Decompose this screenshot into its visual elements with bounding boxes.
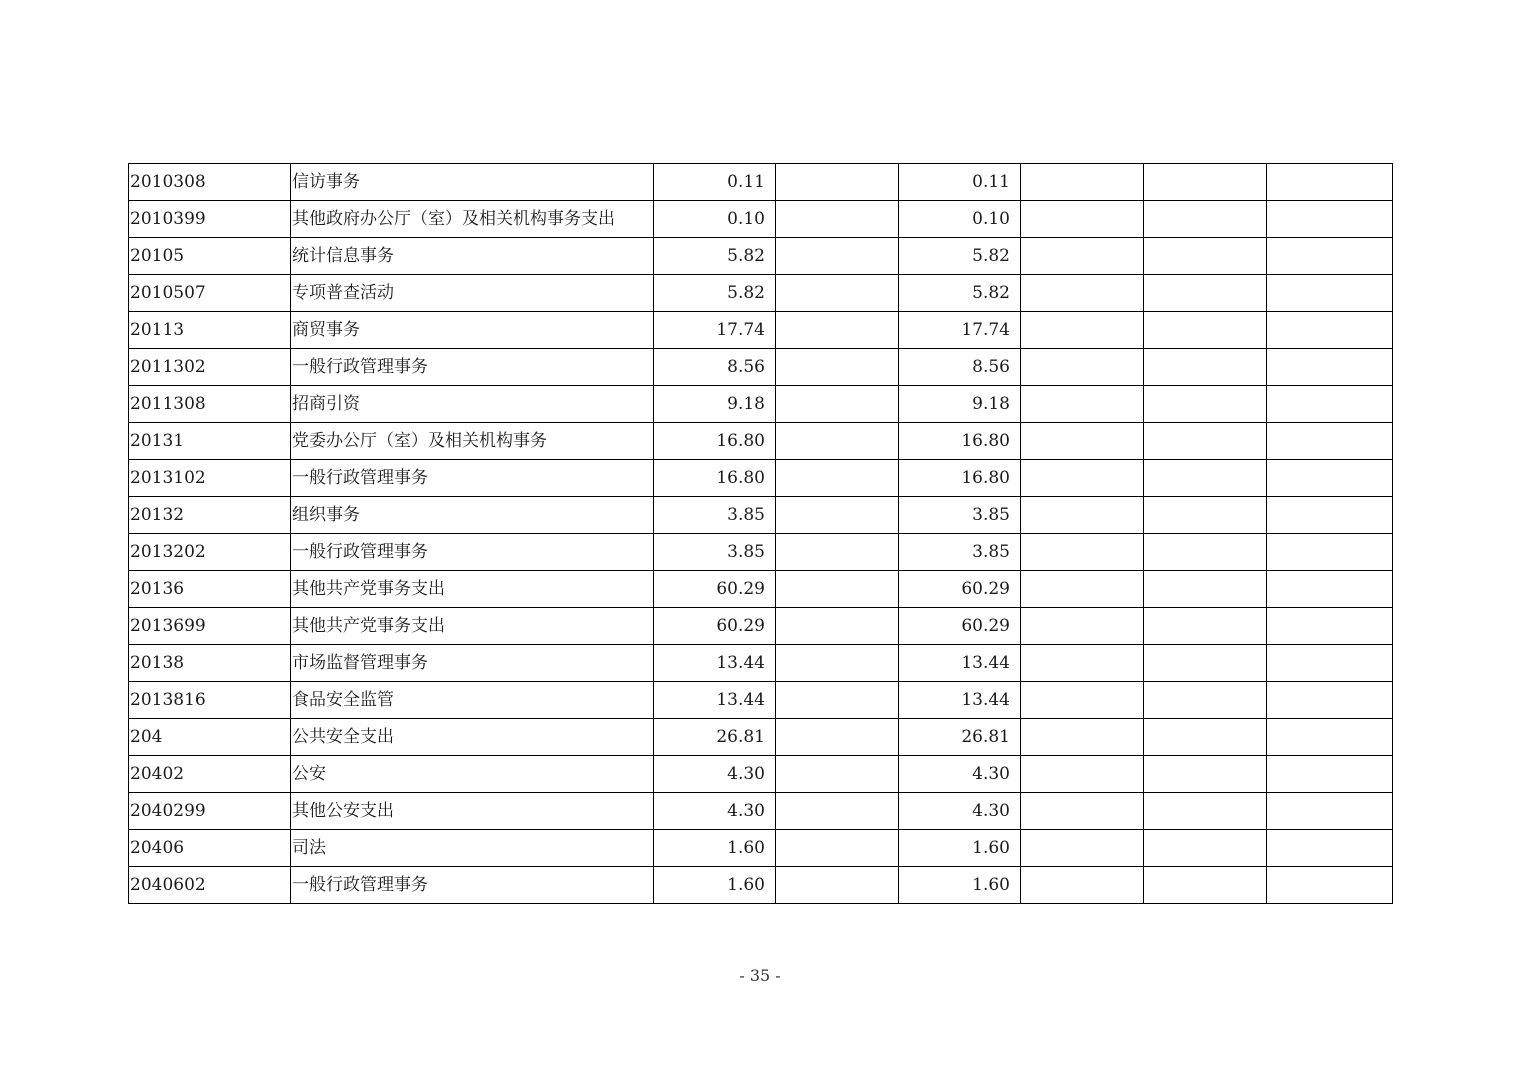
- cell-name: 其他政府办公厅（室）及相关机构事务支出: [291, 201, 654, 238]
- cell-amount-col8: [1267, 867, 1393, 904]
- cell-amount-col4: [776, 349, 899, 386]
- cell-amount-col7: [1144, 238, 1267, 275]
- table-row: [129, 460, 1393, 497]
- cell-amount-col8: [1267, 312, 1393, 349]
- cell-amount-col8: [1267, 608, 1393, 645]
- cell-name: 党委办公厅（室）及相关机构事务: [291, 423, 654, 460]
- cell-amount-col5: 5.82: [899, 275, 1021, 312]
- cell-amount-col4: [776, 201, 899, 238]
- cell-amount-col6: [1021, 608, 1144, 645]
- cell-code: 20113: [129, 312, 291, 349]
- table-row: [129, 756, 1393, 793]
- cell-amount-total: 5.82: [654, 275, 776, 312]
- table-row: [129, 275, 1393, 312]
- cell-amount-total: 5.82: [654, 238, 776, 275]
- cell-amount-col8: [1267, 275, 1393, 312]
- cell-amount-col6: [1021, 275, 1144, 312]
- cell-amount-col8: [1267, 830, 1393, 867]
- cell-name: 市场监督管理事务: [291, 645, 654, 682]
- cell-name: 专项普查活动: [291, 275, 654, 312]
- cell-amount-col5: 60.29: [899, 608, 1021, 645]
- cell-code: 2013202: [129, 534, 291, 571]
- cell-name: 一般行政管理事务: [291, 349, 654, 386]
- cell-amount-total: 4.30: [654, 756, 776, 793]
- cell-amount-total: 60.29: [654, 571, 776, 608]
- cell-amount-col5: 16.80: [899, 423, 1021, 460]
- cell-amount-col7: [1144, 682, 1267, 719]
- cell-amount-col5: 3.85: [899, 534, 1021, 571]
- cell-amount-col5: 13.44: [899, 682, 1021, 719]
- cell-amount-col4: [776, 756, 899, 793]
- cell-amount-col7: [1144, 534, 1267, 571]
- cell-amount-col7: [1144, 460, 1267, 497]
- cell-amount-col4: [776, 719, 899, 756]
- cell-name: 食品安全监管: [291, 682, 654, 719]
- cell-amount-col7: [1144, 423, 1267, 460]
- cell-code: 2040299: [129, 793, 291, 830]
- cell-amount-total: 13.44: [654, 645, 776, 682]
- cell-amount-total: 1.60: [654, 867, 776, 904]
- cell-amount-col6: [1021, 349, 1144, 386]
- page-number: - 35 -: [739, 966, 781, 985]
- cell-amount-col7: [1144, 386, 1267, 423]
- table-row: [129, 793, 1393, 830]
- cell-name: 其他共产党事务支出: [291, 608, 654, 645]
- cell-code: 2013699: [129, 608, 291, 645]
- cell-amount-col8: [1267, 719, 1393, 756]
- cell-amount-col8: [1267, 645, 1393, 682]
- cell-code: 20131: [129, 423, 291, 460]
- cell-amount-total: 8.56: [654, 349, 776, 386]
- cell-amount-total: 60.29: [654, 608, 776, 645]
- cell-amount-col7: [1144, 645, 1267, 682]
- cell-amount-col6: [1021, 386, 1144, 423]
- cell-amount-col8: [1267, 460, 1393, 497]
- cell-amount-col8: [1267, 349, 1393, 386]
- cell-amount-col6: [1021, 682, 1144, 719]
- cell-amount-total: 4.30: [654, 793, 776, 830]
- cell-amount-col5: 0.10: [899, 201, 1021, 238]
- cell-amount-col8: [1267, 497, 1393, 534]
- budget-table: [128, 163, 1393, 904]
- cell-amount-total: 16.80: [654, 423, 776, 460]
- cell-amount-col4: [776, 238, 899, 275]
- cell-amount-col4: [776, 423, 899, 460]
- cell-amount-col6: [1021, 312, 1144, 349]
- table-row: [129, 349, 1393, 386]
- cell-amount-col5: 60.29: [899, 571, 1021, 608]
- cell-amount-col4: [776, 867, 899, 904]
- cell-amount-col6: [1021, 201, 1144, 238]
- cell-amount-col7: [1144, 756, 1267, 793]
- cell-code: 2013816: [129, 682, 291, 719]
- cell-amount-col4: [776, 386, 899, 423]
- cell-amount-total: 9.18: [654, 386, 776, 423]
- cell-code: 20136: [129, 571, 291, 608]
- table-row: [129, 608, 1393, 645]
- cell-amount-col5: 16.80: [899, 460, 1021, 497]
- table-row: [129, 830, 1393, 867]
- cell-amount-col7: [1144, 164, 1267, 201]
- cell-amount-col4: [776, 608, 899, 645]
- cell-amount-col8: [1267, 164, 1393, 201]
- cell-code: 20105: [129, 238, 291, 275]
- cell-name: 一般行政管理事务: [291, 867, 654, 904]
- cell-code: 2010507: [129, 275, 291, 312]
- table-row: [129, 571, 1393, 608]
- cell-code: 2010308: [129, 164, 291, 201]
- cell-name: 公安: [291, 756, 654, 793]
- cell-amount-col6: [1021, 423, 1144, 460]
- cell-amount-col4: [776, 645, 899, 682]
- cell-amount-col4: [776, 830, 899, 867]
- cell-amount-col7: [1144, 793, 1267, 830]
- cell-amount-col4: [776, 460, 899, 497]
- table-row: [129, 238, 1393, 275]
- cell-amount-col8: [1267, 534, 1393, 571]
- cell-amount-col5: 17.74: [899, 312, 1021, 349]
- cell-amount-col8: [1267, 386, 1393, 423]
- table-row: [129, 867, 1393, 904]
- cell-amount-col7: [1144, 608, 1267, 645]
- cell-amount-col4: [776, 275, 899, 312]
- cell-amount-total: 16.80: [654, 460, 776, 497]
- cell-amount-col5: 4.30: [899, 756, 1021, 793]
- cell-amount-col4: [776, 312, 899, 349]
- table-row: [129, 386, 1393, 423]
- cell-amount-col6: [1021, 497, 1144, 534]
- cell-amount-col5: 1.60: [899, 830, 1021, 867]
- cell-amount-col6: [1021, 460, 1144, 497]
- cell-amount-col7: [1144, 830, 1267, 867]
- cell-code: 204: [129, 719, 291, 756]
- cell-amount-total: 26.81: [654, 719, 776, 756]
- cell-amount-col6: [1021, 238, 1144, 275]
- table-row: [129, 534, 1393, 571]
- cell-name: 统计信息事务: [291, 238, 654, 275]
- cell-name: 组织事务: [291, 497, 654, 534]
- table-row: [129, 719, 1393, 756]
- cell-amount-col5: 3.85: [899, 497, 1021, 534]
- cell-amount-total: 3.85: [654, 497, 776, 534]
- cell-amount-col6: [1021, 719, 1144, 756]
- table-row: [129, 164, 1393, 201]
- cell-amount-col6: [1021, 534, 1144, 571]
- table-row: [129, 497, 1393, 534]
- cell-amount-col8: [1267, 238, 1393, 275]
- cell-amount-col6: [1021, 830, 1144, 867]
- cell-amount-col7: [1144, 719, 1267, 756]
- cell-amount-col8: [1267, 756, 1393, 793]
- cell-amount-col7: [1144, 275, 1267, 312]
- cell-code: 2011308: [129, 386, 291, 423]
- cell-amount-col5: 9.18: [899, 386, 1021, 423]
- cell-amount-col6: [1021, 164, 1144, 201]
- table-row: [129, 423, 1393, 460]
- cell-amount-col5: 5.82: [899, 238, 1021, 275]
- cell-amount-col4: [776, 164, 899, 201]
- cell-amount-col4: [776, 682, 899, 719]
- table-row: [129, 312, 1393, 349]
- cell-amount-col5: 4.30: [899, 793, 1021, 830]
- table-body: [129, 164, 1393, 904]
- cell-name: 其他共产党事务支出: [291, 571, 654, 608]
- cell-amount-col8: [1267, 793, 1393, 830]
- cell-amount-col7: [1144, 497, 1267, 534]
- cell-amount-col8: [1267, 682, 1393, 719]
- cell-amount-total: 17.74: [654, 312, 776, 349]
- cell-amount-col5: 0.11: [899, 164, 1021, 201]
- cell-amount-col4: [776, 793, 899, 830]
- cell-amount-col6: [1021, 756, 1144, 793]
- cell-amount-total: 0.10: [654, 201, 776, 238]
- cell-code: 20138: [129, 645, 291, 682]
- table-row: [129, 645, 1393, 682]
- cell-amount-col7: [1144, 867, 1267, 904]
- table-row: [129, 201, 1393, 238]
- cell-code: 20406: [129, 830, 291, 867]
- cell-code: 2040602: [129, 867, 291, 904]
- cell-name: 信访事务: [291, 164, 654, 201]
- cell-name: 商贸事务: [291, 312, 654, 349]
- cell-amount-col6: [1021, 571, 1144, 608]
- cell-amount-col5: 13.44: [899, 645, 1021, 682]
- cell-amount-col6: [1021, 867, 1144, 904]
- cell-name: 其他公安支出: [291, 793, 654, 830]
- cell-amount-total: 13.44: [654, 682, 776, 719]
- cell-name: 公共安全支出: [291, 719, 654, 756]
- cell-amount-col8: [1267, 201, 1393, 238]
- cell-amount-col6: [1021, 793, 1144, 830]
- cell-name: 一般行政管理事务: [291, 460, 654, 497]
- cell-code: 2011302: [129, 349, 291, 386]
- cell-amount-col8: [1267, 423, 1393, 460]
- cell-amount-col7: [1144, 201, 1267, 238]
- cell-amount-col5: 8.56: [899, 349, 1021, 386]
- cell-amount-col5: 1.60: [899, 867, 1021, 904]
- cell-amount-col8: [1267, 571, 1393, 608]
- cell-amount-total: 1.60: [654, 830, 776, 867]
- cell-code: 2010399: [129, 201, 291, 238]
- cell-amount-col7: [1144, 349, 1267, 386]
- cell-amount-col5: 26.81: [899, 719, 1021, 756]
- cell-amount-col4: [776, 571, 899, 608]
- cell-name: 一般行政管理事务: [291, 534, 654, 571]
- table-row: [129, 682, 1393, 719]
- cell-amount-col4: [776, 497, 899, 534]
- cell-code: 2013102: [129, 460, 291, 497]
- cell-name: 招商引资: [291, 386, 654, 423]
- cell-amount-col6: [1021, 645, 1144, 682]
- cell-amount-col7: [1144, 571, 1267, 608]
- cell-code: 20132: [129, 497, 291, 534]
- cell-code: 20402: [129, 756, 291, 793]
- cell-amount-total: 0.11: [654, 164, 776, 201]
- cell-amount-total: 3.85: [654, 534, 776, 571]
- cell-amount-col4: [776, 534, 899, 571]
- cell-name: 司法: [291, 830, 654, 867]
- cell-amount-col7: [1144, 312, 1267, 349]
